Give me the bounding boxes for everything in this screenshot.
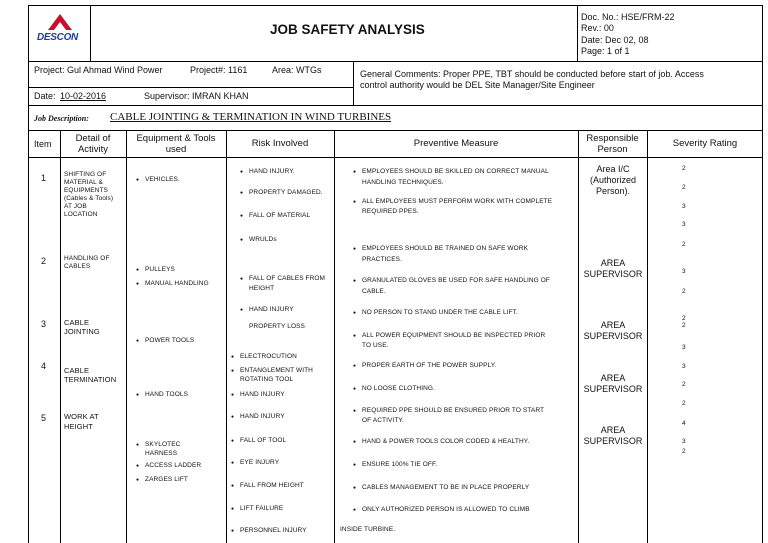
activity-line: MATERIAL & xyxy=(64,179,103,186)
responsible-line: SUPERVISOR xyxy=(583,436,643,446)
general-comments-line2: control authority would be DEL Site Manager/Site Engineer xyxy=(360,80,595,90)
col-header-item: Item xyxy=(34,139,52,149)
severity-rating: 2 xyxy=(682,322,686,329)
activity-line: CABLE xyxy=(64,366,90,375)
severity-rating: 2 xyxy=(682,381,686,388)
col-header-risk: Risk Involved xyxy=(251,138,309,149)
responsible-line: SUPERVISOR xyxy=(583,269,643,279)
activity-line: WORK AT xyxy=(64,412,99,421)
info-date-value: 10-02-2016 xyxy=(60,91,107,101)
item-number: 3 xyxy=(41,319,47,329)
severity-rating: 2 xyxy=(682,165,686,172)
responsible-line: (Authorized xyxy=(589,175,637,185)
col-header-preventive: Preventive Measure xyxy=(413,138,499,149)
equipment-item: HARNESS xyxy=(145,450,178,457)
severity-rating: 3 xyxy=(682,221,686,228)
equipment-item: ● POWER TOOLS xyxy=(145,338,194,345)
general-comments-line1: General Comments: Proper PPE, TBT should be conducted before start of job. Access xyxy=(360,69,704,79)
item-number: 2 xyxy=(41,256,47,266)
measure-item: ● CABLES MANAGEMENT TO BE IN PLACE PROPERLY xyxy=(362,485,529,492)
col-line-1 xyxy=(60,130,61,543)
activity-line: SHIFTING OF xyxy=(64,171,107,178)
responsible-line: AREA xyxy=(600,425,626,435)
frame-top xyxy=(28,5,763,6)
frame-right xyxy=(762,5,763,543)
risk-item: ● PROPERTY DAMAGED. xyxy=(249,190,323,197)
severity-rating: 2 xyxy=(682,315,686,322)
item-number: 1 xyxy=(41,173,47,183)
measure-item: REQUIRED PPES. xyxy=(362,208,419,215)
severity-rating: 4 xyxy=(682,420,686,427)
doc-page: Page: 1 of 1 xyxy=(581,46,630,56)
responsible-line: AREA xyxy=(600,373,626,383)
responsible-line: SUPERVISOR xyxy=(583,384,643,394)
risk-item: ● PERSONNEL INJURY xyxy=(240,528,307,535)
responsible-cell xyxy=(580,320,646,342)
responsible-cell xyxy=(580,373,646,395)
measure-item: ● PROPER EARTH OF THE POWER SUPPLY. xyxy=(362,363,496,370)
project-number: Project#: 1161 xyxy=(190,65,248,75)
doc-number: Doc. No.: HSE/FRM-22 xyxy=(581,12,675,22)
header-divider-right xyxy=(577,5,578,61)
equipment-item: ● VEHICLES. xyxy=(145,177,180,184)
activity-line: LOCATION xyxy=(64,211,98,218)
measure-item: ● ALL EMPLOYEES MUST PERFORM WORK WITH COMPLETE xyxy=(362,199,552,206)
risk-item: ● WRULDs xyxy=(249,237,277,244)
activity-line: HEIGHT xyxy=(64,422,93,431)
severity-rating: 2 xyxy=(682,400,686,407)
risk-item: ● HAND INJURY xyxy=(240,414,285,421)
activity-line: AT JOB xyxy=(64,203,87,210)
activity-line: JOINTING xyxy=(64,327,100,336)
risk-item: ● FALL FROM HEIGHT xyxy=(240,483,304,490)
activity-line: CABLE xyxy=(64,318,90,327)
info-divider xyxy=(353,61,354,105)
risk-item: ● HAND INJURY xyxy=(249,307,294,314)
col-line-4 xyxy=(334,130,335,543)
measure-item: ● EMPLOYEES SHOULD BE TRAINED ON SAFE WORK xyxy=(362,246,528,253)
severity-rating: 2 xyxy=(682,288,686,295)
col-line-5 xyxy=(578,130,579,543)
activity-line: TERMINATION xyxy=(64,375,117,384)
col-header-severity: Severity Rating xyxy=(672,138,738,149)
project-value: : Gul Ahmad Wind Power xyxy=(62,65,163,75)
responsible-cell xyxy=(580,258,646,280)
frame-left xyxy=(28,5,29,543)
measure-item: ● NO LOOSE CLOTHING. xyxy=(362,386,435,393)
company-logo xyxy=(34,12,86,52)
severity-rating: 3 xyxy=(682,268,686,275)
measure-item: CABLE. xyxy=(362,288,386,295)
col-header-responsible: Responsible Person xyxy=(586,133,639,155)
measure-item: PRACTICES. xyxy=(362,256,403,263)
severity-rating: 3 xyxy=(682,344,686,351)
item-number: 5 xyxy=(41,413,47,423)
measure-item: ● ONLY AUTHORIZED PERSON IS ALLOWED TO CLIMB xyxy=(362,507,530,514)
measure-item: HANDLING TECHNIQUES. xyxy=(362,179,444,186)
col-header-equipment: Equipment & Tools used xyxy=(136,133,216,155)
risk-item: ● HAND INJURY xyxy=(240,392,285,399)
measure-item: TO USE. xyxy=(362,342,389,349)
equipment-item: ● SKYLOTEC xyxy=(145,442,180,449)
equipment-item: ● MANUAL HANDLING xyxy=(145,281,209,288)
severity-rating: 3 xyxy=(682,363,686,370)
activity-line: CABLES xyxy=(64,263,91,270)
project-label-text: Project xyxy=(34,65,63,75)
responsible-line: Person). xyxy=(595,186,630,196)
severity-rating: 2 xyxy=(682,241,686,248)
measure-item: OF ACTIVITY. xyxy=(362,417,404,424)
risk-item: ● HAND INJURY. xyxy=(249,169,295,176)
measure-item: ● REQUIRED PPE SHOULD BE ENSURED PRIOR TO START xyxy=(362,408,544,415)
col-header-detail: Detail of Activity xyxy=(75,133,111,155)
responsible-cell xyxy=(580,164,646,197)
col-line-6 xyxy=(647,130,648,543)
equipment-item: ● PULLEYS xyxy=(145,267,175,274)
header-bottom-line xyxy=(28,61,763,62)
equipment-item: ● HAND TOOLS xyxy=(145,392,188,399)
logo-text: DESCON xyxy=(37,32,78,43)
severity-rating: 3 xyxy=(682,203,686,210)
severity-rating: 2 xyxy=(682,184,686,191)
col-line-3 xyxy=(226,130,227,543)
equipment-item: ● ZARGES LIFT xyxy=(145,477,188,484)
risk-item: ● EYE INJURY xyxy=(240,460,279,467)
responsible-cell xyxy=(580,425,646,447)
item-number: 4 xyxy=(41,361,47,371)
risk-item: ROTATING TOOL xyxy=(240,376,294,383)
doc-revision: Rev.: 00 xyxy=(581,23,614,33)
responsible-line: AREA xyxy=(600,258,626,268)
severity-rating: 2 xyxy=(682,448,686,455)
measure-item: ● EMPLOYEES SHOULD BE SKILLED ON CORRECT MANUAL xyxy=(362,169,549,176)
activity-line: HANDLING OF xyxy=(64,255,110,262)
risk-item: ● FALL OF TOOL xyxy=(240,438,286,445)
info-mid-line xyxy=(28,87,353,88)
severity-rating: 3 xyxy=(682,438,686,445)
measure-item: INSIDE TURBINE. xyxy=(340,526,396,533)
activity-line: EQUIPMENTS xyxy=(64,187,108,194)
measure-item: ● HAND & POWER TOOLS COLOR CODED & HEALTHY. xyxy=(362,439,529,446)
colhead-bottom-line xyxy=(28,157,763,158)
job-description-value: CABLE JOINTING & TERMINATION IN WIND TURBINES xyxy=(110,111,392,123)
risk-item: ● ENTANGLEMENT WITH xyxy=(240,368,313,375)
info-bottom-line xyxy=(28,105,763,106)
job-bottom-line xyxy=(28,130,763,131)
doc-date: Date: Dec 02, 08 xyxy=(581,35,649,45)
risk-item: ● ELECTROCUTION xyxy=(240,354,297,361)
info-date-label: Date: xyxy=(34,91,56,101)
area-field: Area: WTGs xyxy=(272,65,322,75)
activity-line: (Cables & Tools) xyxy=(64,195,114,202)
header-divider-left xyxy=(90,5,91,61)
responsible-line: Area I/C xyxy=(596,164,630,174)
risk-item: ● FALL OF CABLES FROM xyxy=(249,276,325,283)
col-line-2 xyxy=(126,130,127,543)
risk-item: HEIGHT xyxy=(249,285,275,292)
measure-item: ● NO PERSON TO STAND UNDER THE CABLE LIFT. xyxy=(362,310,518,317)
responsible-line: SUPERVISOR xyxy=(583,331,643,341)
measure-item: ● ALL POWER EQUIPMENT SHOULD BE INSPECTED PRIOR xyxy=(362,333,545,340)
risk-item: ● FALL OF MATERIAL xyxy=(249,213,310,220)
project-label xyxy=(34,66,163,75)
document-title: JOB SAFETY ANALYSIS xyxy=(270,22,425,37)
equipment-item: ● ACCESS LADDER xyxy=(145,463,201,470)
job-description-label: Job Description: xyxy=(34,114,89,123)
measure-item: ● GRANULATED GLOVES BE USED FOR SAFE HANDLING OF xyxy=(362,278,550,285)
risk-item: ● LIFT FAILURE xyxy=(240,506,283,513)
responsible-line: AREA xyxy=(600,320,626,330)
risk-item: PROPERTY LOSS xyxy=(249,323,305,330)
supervisor-field: Supervisor: IMRAN KHAN xyxy=(144,91,249,101)
measure-item: ● ENSURE 100% TIE OFF. xyxy=(362,462,437,469)
